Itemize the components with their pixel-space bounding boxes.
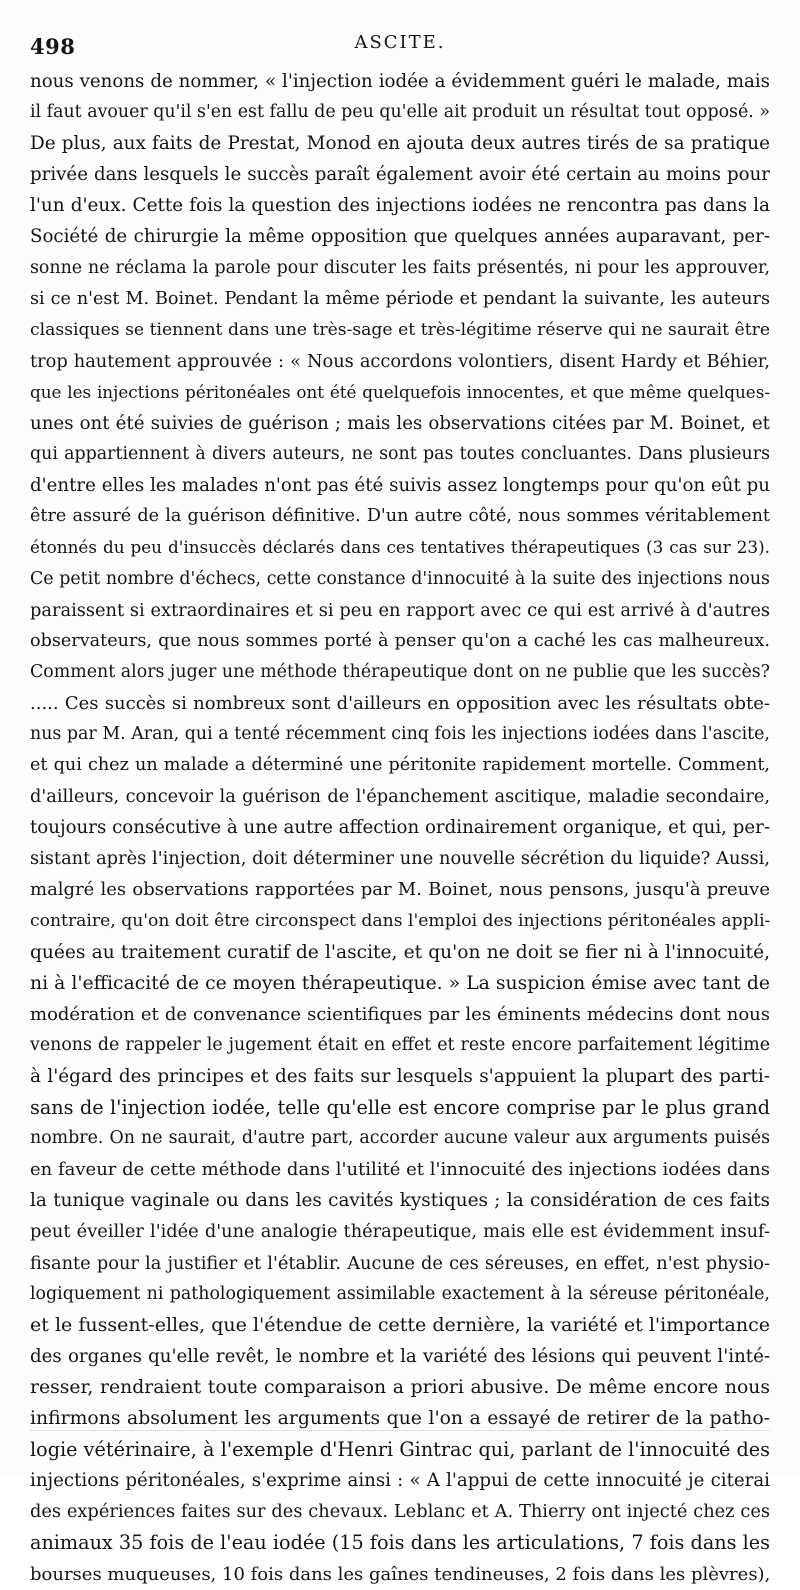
text-line: sistant après l'injection, doit déterminer une nouvelle sécrétion du liquide? Aussi, <box>30 848 770 870</box>
text-line: et qui chez un malade a déterminé une péritonite rapidement mortelle. Comment, <box>30 755 770 776</box>
text-line: il faut avouer qu'il s'en est fallu de peu qu'elle ait produit un résultat tout opposé. » <box>30 102 770 123</box>
text-line: et le fussent-elles, que l'étendue de cette dernière, la variété et l'importance <box>30 1313 770 1336</box>
text-line: nus par M. Aran, qui a tenté récemment cinq fois les injections iodées dans l'ascite, <box>30 723 770 744</box>
text-line: observateurs, que nous sommes porté à penser qu'on a caché les cas malheureux. <box>30 630 770 651</box>
text-line: Société de chirurgie la même opposition que quelques années auparavant, per- <box>30 226 770 248</box>
text-line: ni à l'efficacité de ce moyen thérapeutique. » La suspicion émise avec tant de <box>30 972 770 994</box>
text-line: que les injections péritonéales ont été quelquefois innocentes, et que même quelques- <box>30 381 770 402</box>
text-line: d'entre elles les malades n'ont pas été suivis assez longtemps pour qu'on eût pu <box>30 475 770 497</box>
text-line: modération et de convenance scientifiques par les éminents médecins dont nous <box>30 1003 770 1025</box>
page-number: 498 <box>30 34 76 59</box>
text-line: contraire, qu'on doit être circonspect dans l'emploi des injections péritonéales appli- <box>30 910 770 931</box>
text-line: la tunique vaginale ou dans les cavités kystiques ; la considération de ces faits <box>30 1190 770 1212</box>
text-line: Comment alors juger une méthode thérapeutique dont on ne publie que les succès? <box>30 661 770 682</box>
text-line: De plus, aux faits de Prestat, Monod en ajouta deux autres tirés de sa pratique <box>30 133 770 155</box>
body-text <box>30 66 770 1590</box>
text-line: injections péritonéales, s'exprime ainsi : « A l'appui de cette innocuité je citerai <box>30 1470 770 1492</box>
text-line: bourses muqueuses, 10 fois dans les gaînes tendineuses, 2 fois dans les plèvres), <box>30 1563 770 1585</box>
text-line: logie vétérinaire, à l'exemple d'Henri Gintrac qui, parlant de l'innocuité des <box>30 1438 770 1462</box>
text-line: animaux 35 fois de l'eau iodée (15 fois dans les articulations, 7 fois dans les <box>30 1531 770 1555</box>
text-line: sonne ne réclama la parole pour discuter les faits présentés, ni pour les approuver, <box>30 257 770 278</box>
text-line: être assuré de la guérison définitive. D'un autre côté, nous sommes véritablement <box>30 506 770 527</box>
text-line: d'ailleurs, concevoir la guérison de l'épanchement ascitique, maladie secondaire, <box>30 786 770 808</box>
text-line: paraissent si extraordinaires et si peu en rapport avec ce qui est arrivé à d'autres <box>30 599 770 621</box>
running-title: ASCITE. <box>354 32 446 53</box>
text-line: des organes qu'elle revêt, le nombre et la variété des lésions qui peuvent l'inté- <box>30 1345 770 1367</box>
footer-rule <box>30 1430 770 1432</box>
text-line: privée dans lesquels le succès paraît également avoir été certain au moins pour <box>30 164 770 186</box>
text-line: sans de l'injection iodée, telle qu'elle est encore comprise par le plus grand <box>30 1096 770 1120</box>
text-line: des expériences faites sur des chevaux. Leblanc et A. Thierry ont injecté chez ces <box>30 1501 770 1523</box>
text-line: trop hautement approuvée : « Nous accordons volontiers, disent Hardy et Béhier, <box>30 350 770 372</box>
text-line: l'un d'eux. Cette fois la question des injections iodées ne rencontra pas dans la <box>30 195 770 217</box>
text-line: qui appartiennent à divers auteurs, ne sont pas toutes concluantes. Dans plusieurs <box>30 444 770 465</box>
text-line: toujours consécutive à une autre affection ordinairement organique, et qui, per- <box>30 817 770 839</box>
text-line: en faveur de cette méthode dans l'utilité et l'innocuité des injections iodées dans <box>30 1159 770 1181</box>
text-line: resser, rendraient toute comparaison a priori abusive. De même encore nous <box>30 1376 770 1398</box>
text-line: venons de rappeler le jugement était en effet et reste encore parfaitement légitime <box>30 1034 770 1055</box>
text-line: infirmons absolument les arguments que l'on a essayé de retirer de la patho- <box>30 1408 770 1430</box>
text-line: ..... Ces succès si nombreux sont d'ailleurs en opposition avec les résultats obte- <box>30 692 770 714</box>
text-line: nombre. On ne saurait, d'autre part, accorder aucune valeur aux arguments puisés <box>30 1128 770 1149</box>
text-line: nous venons de nommer, « l'injection iodée a évidemment guéri le malade, mais <box>30 71 770 92</box>
text-line: logiquement ni pathologiquement assimilable exactement à la séreuse péritonéale, <box>30 1283 770 1304</box>
text-line: malgré les observations rapportées par M. Boinet, nous pensons, jusqu'à preuve <box>30 879 770 901</box>
text-line: Ce petit nombre d'échecs, cette constance d'innocuité à la suite des injections nous <box>30 568 770 589</box>
text-line: à l'égard des principes et des faits sur lesquels s'appuient la plupart des parti- <box>30 1066 770 1087</box>
text-line: unes ont été suivies de guérison ; mais les observations citées par M. Boinet, et <box>30 413 770 435</box>
text-line: peut éveiller l'idée d'une analogie thérapeutique, mais elle est évidemment insuf- <box>30 1221 770 1243</box>
text-line: quées au traitement curatif de l'ascite, et qu'on ne doit se fier ni à l'innocuité, <box>30 941 770 963</box>
page-header <box>30 30 770 64</box>
text-line: fisante pour la justifier et l'établir. Aucune de ces séreuses, en effet, n'est physio- <box>30 1252 770 1274</box>
text-line: étonnés du peu d'insuccès déclarés dans ces tentatives thérapeutiques (3 cas sur 23). <box>30 537 770 558</box>
text-line: classiques se tiennent dans une très-sage et très-légitime réserve qui ne saurait être <box>30 319 770 340</box>
text-line: si ce n'est M. Boinet. Pendant la même période et pendant la suivante, les auteurs <box>30 288 770 309</box>
